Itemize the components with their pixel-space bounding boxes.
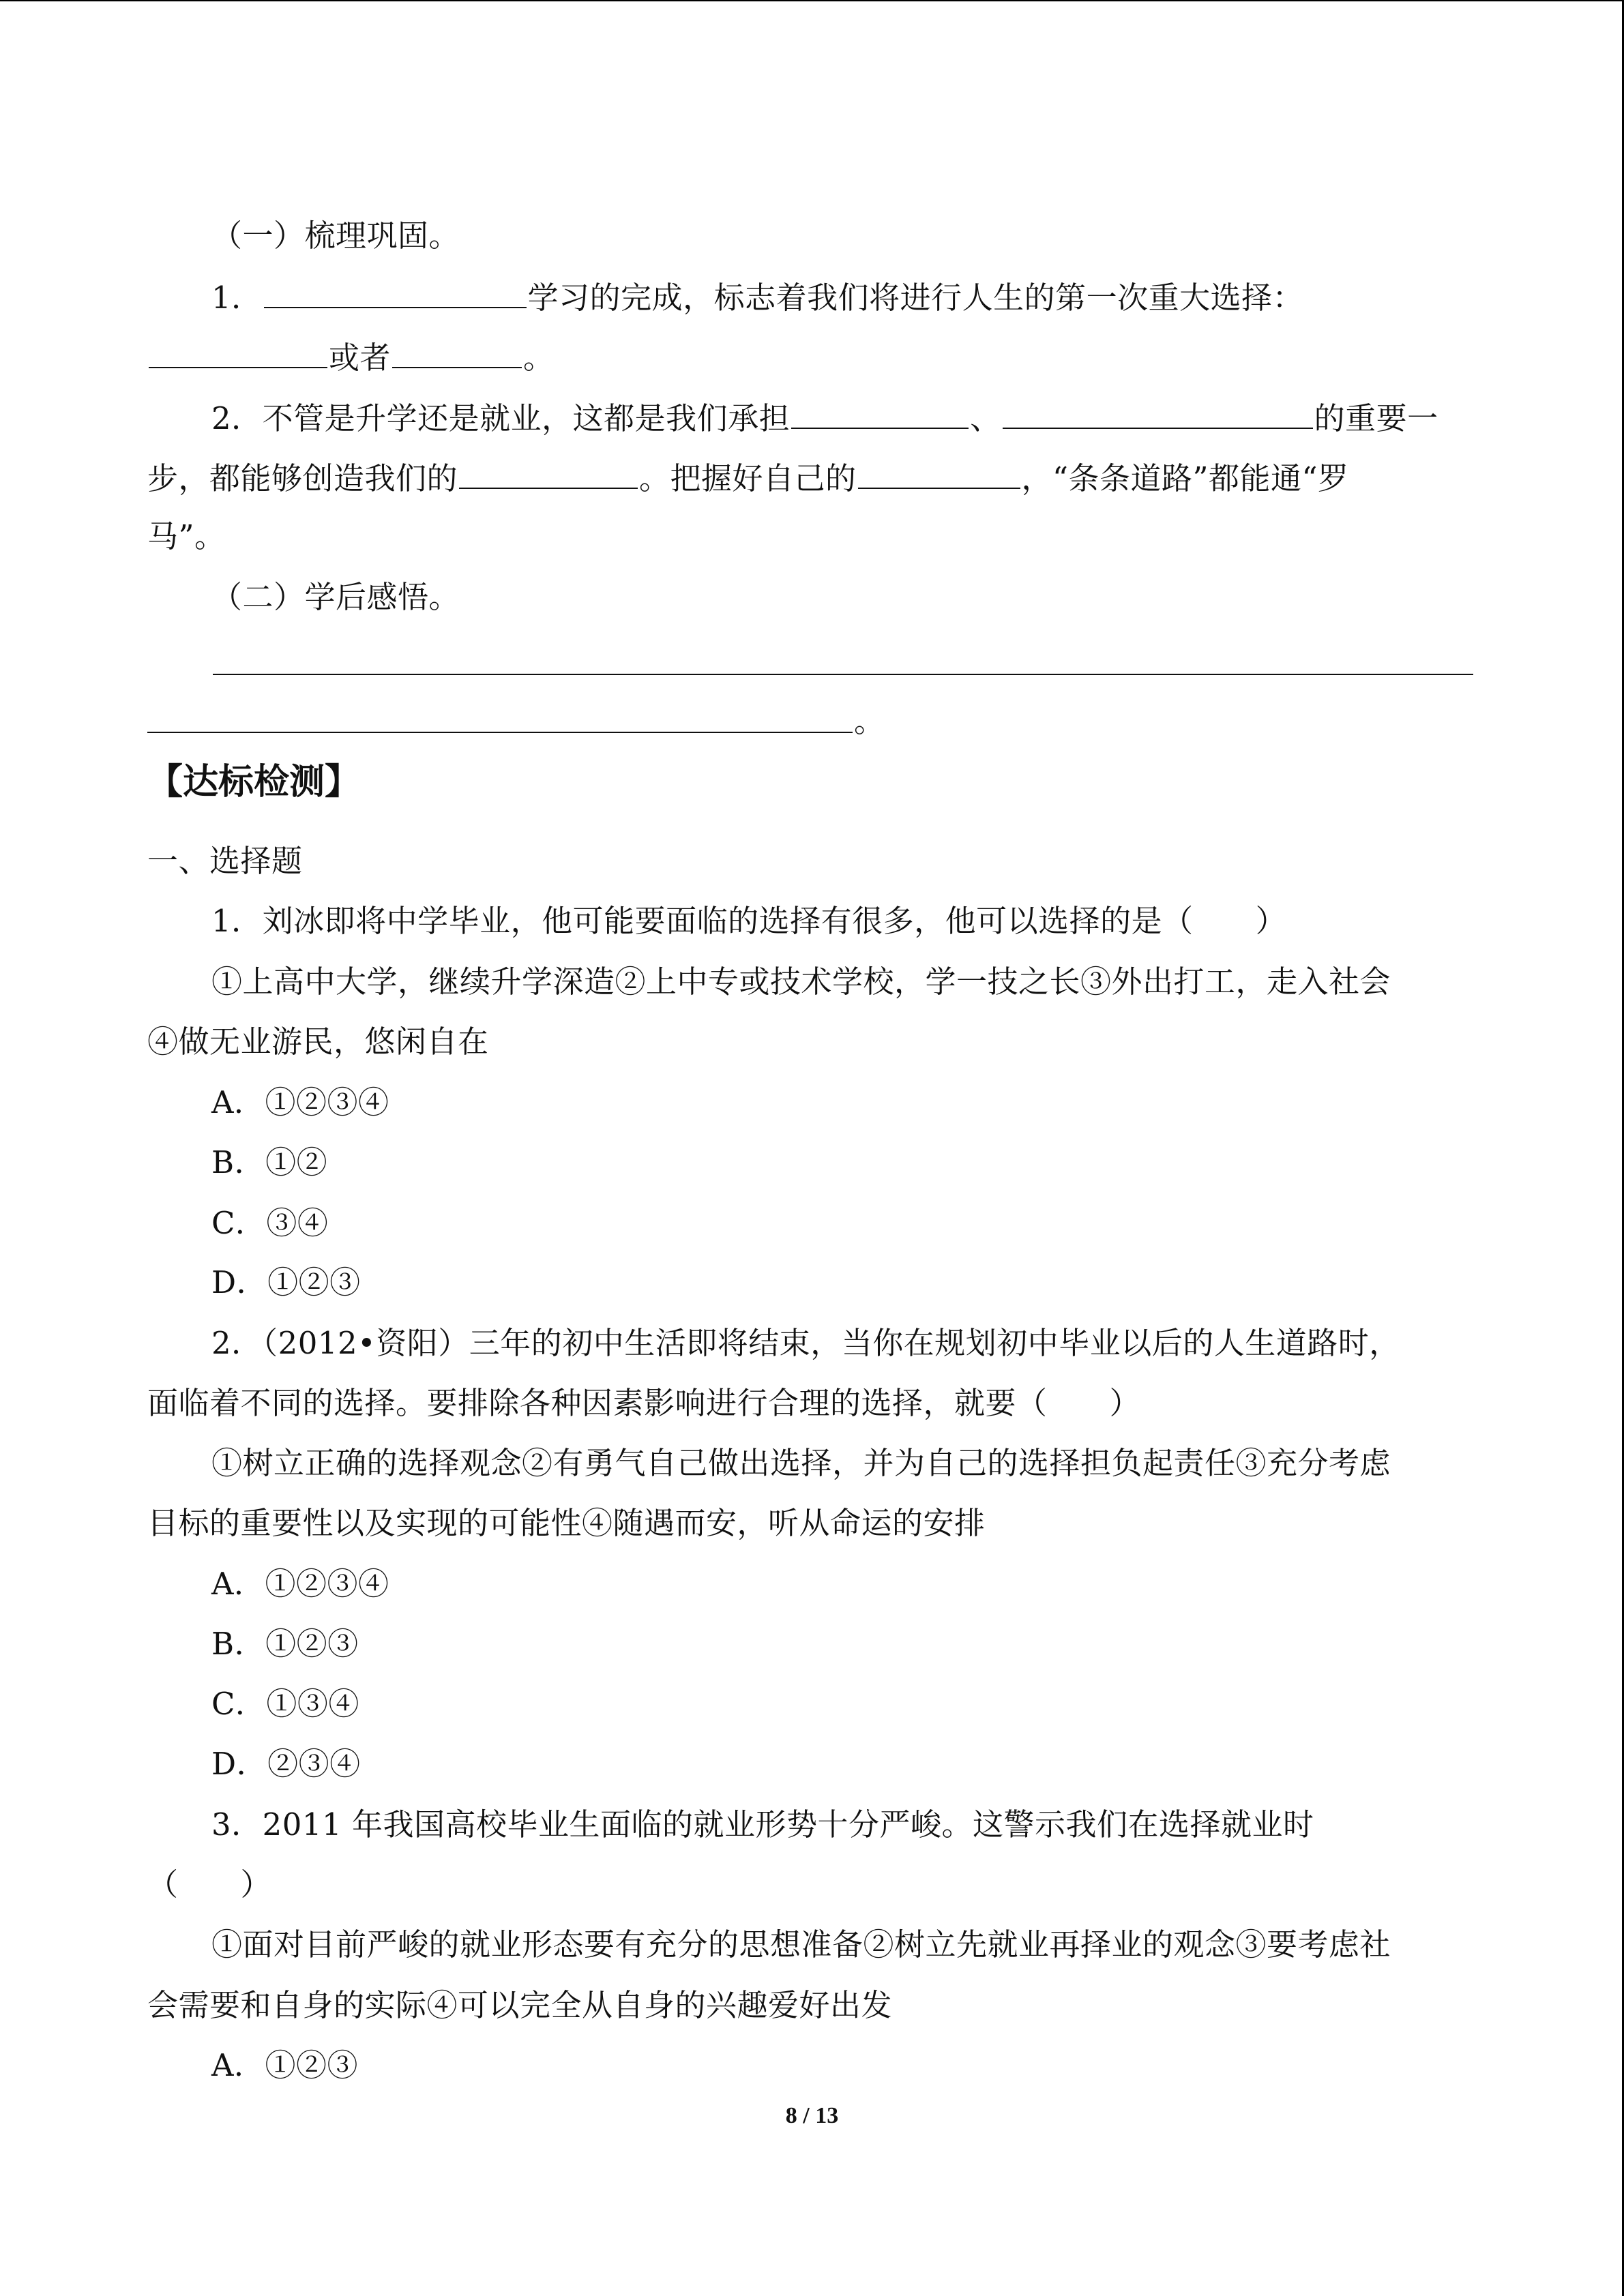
q1-number: 1．: [211, 280, 263, 316]
q2-line2c: ，“条条道路”都能通“罗: [1021, 460, 1349, 496]
section-reflection-title: （二）学后感悟。: [211, 579, 460, 615]
question-2-fill-line2: [147, 458, 1349, 498]
q2-sep: 、: [970, 400, 1001, 436]
reflection-end: 。: [854, 703, 885, 739]
q1-option-a[interactable]: A．①②③④: [211, 1084, 389, 1120]
q2-blank-4[interactable]: [858, 458, 1020, 489]
q1-end: 。: [523, 340, 555, 376]
q2-stem: 2．（2012•资阳）三年的初中生活即将结束，当你在规划初中毕业以后的人生道路时，: [211, 1325, 1400, 1361]
q2-statement: 目标的重要性以及实现的可能性④随遇而安，听从命运的安排: [147, 1505, 986, 1541]
q3-statement: ①面对目前严峻的就业形态要有充分的思想准备②树立先就业再择业的观念③要考虑社: [211, 1926, 1391, 1963]
q1-or: 或者: [329, 340, 392, 376]
q1-blank-1[interactable]: [264, 277, 527, 308]
q1-text: 学习的完成，标志着我们将进行人生的第一次重大选择：: [527, 280, 1304, 316]
part-1-title: 一、选择题: [147, 843, 303, 879]
q1-statement: ①上高中大学，继续升学深造②上中专或技术学校，学一技之长③外出打工，走入社会: [211, 964, 1391, 1000]
q1-stem: 1．刘冰即将中学毕业，他可能要面临的选择有很多，他可以选择的是（ ）: [211, 903, 1287, 939]
question-2-fill-line3: 马”。: [147, 518, 226, 554]
q1-blank-2[interactable]: [149, 337, 327, 368]
q2-option-d[interactable]: D．②③④: [211, 1746, 361, 1782]
q2-option-b[interactable]: B．①②③: [211, 1626, 359, 1662]
q2-text: 的重要一: [1314, 400, 1438, 436]
q1-statement: ④做无业游民，悠闲自在: [147, 1024, 489, 1060]
q2-statement: ①树立正确的选择观念②有勇气自己做出选择，并为自己的选择担负起责任③充分考虑: [211, 1445, 1391, 1481]
q1-option-d[interactable]: D．①②③: [211, 1264, 361, 1300]
q2-stem: 面临着不同的选择。要排除各种因素影响进行合理的选择，就要（ ）: [147, 1385, 1141, 1421]
q3-stem: （ ）: [147, 1866, 272, 1903]
test-heading: 【达标检测】: [147, 761, 361, 803]
q2-option-c[interactable]: C．①③④: [211, 1686, 359, 1722]
q1-option-b[interactable]: B．①②: [211, 1144, 328, 1180]
q2-option-a[interactable]: A．①②③④: [211, 1566, 389, 1602]
question-1-fill-line2: [147, 337, 555, 377]
q2-line2a: 步，都能够创造我们的: [147, 460, 458, 496]
q2-text-start: 2．不管是升学还是就业，这都是我们承担: [211, 400, 791, 436]
q1-option-c[interactable]: C．③④: [211, 1205, 329, 1241]
reflection-line-1[interactable]: [213, 674, 1473, 675]
question-1-fill: [211, 277, 1303, 317]
q2-blank-3[interactable]: [459, 458, 638, 489]
reflection-line-2[interactable]: [147, 732, 853, 733]
q2-blank-1[interactable]: [791, 398, 969, 429]
section-review-title: （一）梳理巩固。: [211, 218, 460, 254]
q2-blank-2[interactable]: [1003, 398, 1313, 429]
page-number: 8 / 13: [785, 2103, 839, 2128]
q1-blank-3[interactable]: [392, 337, 522, 368]
top-border: [0, 0, 1624, 1]
q3-option-a[interactable]: A．①②③: [211, 2047, 358, 2083]
q3-stem: 3．2011 年我国高校毕业生面临的就业形势十分严峻。这警示我们在选择就业时: [211, 1806, 1314, 1843]
q2-line2b: 。把握好自己的: [639, 460, 857, 496]
q3-statement: 会需要和自身的实际④可以完全从自身的兴趣爱好出发: [147, 1987, 893, 2023]
question-2-fill: [211, 398, 1438, 438]
